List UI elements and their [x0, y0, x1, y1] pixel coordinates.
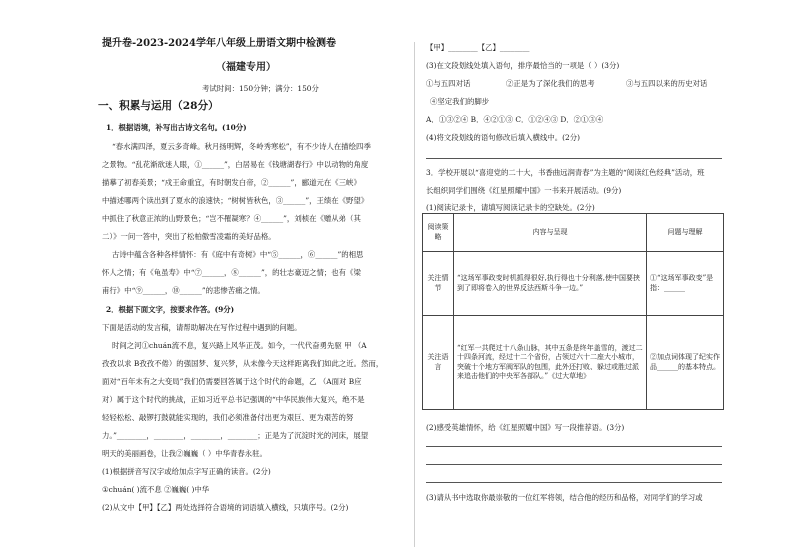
answer-choices[interactable]: A．①③②④ B．④②①③ C．①②④③ D．②①③④	[426, 115, 604, 124]
answer-line[interactable]	[426, 158, 722, 159]
q1-line: 怀人之情；有《龟虽寿》中“⑦______，⑧______”，的壮志豪迈之情；也有《梁	[102, 268, 361, 277]
jia-yi-answer-line[interactable]: 【甲】________【乙】________	[426, 43, 530, 52]
q1-line: 之景物。“乱花渐欲迷人眼，①______”，白居易在《钱塘湖春行》中以动物的角度	[102, 160, 369, 169]
q2-line: 对）属于这个时代的挑战，正如习近平总书记强调的“中华民族伟大复兴，绝不是	[102, 395, 365, 404]
q2-subquestion-3: (3)在文段划线处填入语句，排序最恰当的一项是（ ）(3分)	[426, 61, 620, 70]
answer-line[interactable]	[426, 464, 722, 465]
q1-line: 古诗中蕴含各种各样情怀：有《庭中有奇树》中“⑤______，⑥______”的相思	[112, 250, 364, 259]
exam-info: 考试时间：150分钟；满分：150分	[202, 84, 319, 93]
q2-subquestion-2: (2)从文中【甲】【乙】两处选择符合语境的词语填入横线，只填序号。(2分)	[102, 503, 349, 512]
column-divider	[414, 42, 415, 547]
q1-line: 中描述哪两个读出到了夏水的浪速快；“树树皆秋色，③______”，王绩在《野望》	[102, 196, 369, 205]
table-cell-content: “红军一共爬过十八条山脉，其中五条是终年盖雪的，渡过二十四条河流，经过十二个省份，占领过六十二座大小城市，突破十个地方军阀军队的包围，此外还打败、躲过或胜过派来追击他们的中央军各部队。”《过大草地》	[454, 316, 647, 410]
page-subtitle: （福建专用）	[216, 62, 276, 73]
question-1-heading: 1．根据语境，补写出古诗文名句。(10分)	[106, 123, 247, 132]
answer-line[interactable]	[426, 482, 722, 483]
q2-line: 时间之河①chuán流不息，复兴路上风华正茂。如今，一代代奋勇先驱 甲 （A	[112, 341, 367, 350]
q1-line: “春水满四泽，夏云多奇峰。秋月扬明辉，冬岭秀寒松”，有不少诗人在描绘四季	[112, 142, 371, 151]
page-title: 提升卷-2023-2024学年八年级上册语文期中检测卷	[102, 38, 336, 49]
q3-line: (1)阅读记录卡，请填写阅读记录卡的空缺处。(2分)	[426, 203, 595, 212]
q2-line: 明天的美丽画卷，让我②巍巍（ ）中华青春永驻。	[102, 449, 267, 458]
q3-subquestion-2: (2)感受英雄情怀，给《红星照耀中国》写一段推荐语。(3分)	[426, 423, 625, 432]
q3-line: 3．学校开展以“喜迎党的二十大，书香曲远润青春”为主题的“阅读红色经典”活动，班	[426, 168, 705, 177]
table-header: 内容与呈现	[454, 214, 647, 252]
q3-subquestion-3: (3)请从书中选取你最崇敬的一位红军将领，结合他的经历和品格，对同学们的学习或	[426, 493, 703, 502]
table-cell-question[interactable]: ②加点词体现了纪实作品______的基本特点。	[647, 316, 724, 410]
q2-line: 轻轻松松、敲锣打鼓就能实现的，我们必须准备付出更为艰巨、更为艰苦的努	[102, 413, 354, 422]
question-2-heading: 2．根据下面文字，按要求作答。(9分)	[106, 305, 235, 314]
option-2: ②正是为了深化我们的思考	[506, 79, 595, 88]
q1-line: 甫行》中“⑨______，⑩______”的悲惨苦痛之情。	[102, 286, 265, 295]
table-cell-strategy: 关注语言	[423, 316, 454, 410]
q3-line: 长组织同学们围绕《红星照耀中国》一书来开展活动。(9分)	[426, 186, 622, 195]
option-4: ④坚定我们的脚步	[430, 97, 490, 106]
section-heading: 一、积累与运用（28分）	[98, 100, 219, 112]
option-3: ③与五四以来的历史对话	[626, 79, 708, 88]
q1-line: 中抓住了秋意正浓的山野景色；“岂不罹凝寒？④______”，刘桢在《赠从弟（其	[102, 214, 361, 223]
left-column	[98, 0, 403, 560]
reading-record-card	[422, 213, 724, 410]
table-header: 问题与理解	[647, 214, 724, 252]
q2-line: 力。”________，________，________，________；正是为了沉淀时光的河床，展望	[102, 431, 369, 440]
q2-line: 下面是活动的发言稿，请帮助解决在写作过程中遇到的问题。	[102, 323, 302, 332]
table-cell-content: “这场军事政变时机抓得很好,执行得也十分利落,使中国要挟到了即将卷入的世界反法西斯斗争一边。”	[454, 252, 647, 316]
q1-line: 描摹了初春美景；“戍王命重宜，有时朝发白帝，②______”，郦道元在《三峡》	[102, 178, 361, 187]
q2-line: 面对“百年未有之大变局”我们仍需要回答属于这个时代的命题，乙 （A面对 B应	[102, 377, 362, 386]
table-header: 阅读策略	[423, 214, 454, 252]
q2-pinyin-answers[interactable]: ①chuán( )流不息 ②巍巍( )中华	[102, 485, 210, 494]
answer-line[interactable]	[426, 446, 722, 447]
q2-subquestion-1: (1)根据拼音写汉字或给加点字写正确的读音。(2分)	[102, 467, 271, 476]
table-cell-strategy: 关注情节	[423, 252, 454, 316]
q1-line: 二）》一问一答中，突出了松柏傲雪凌霜的美好品格。	[102, 232, 276, 241]
q2-subquestion-4: (4)将文段划线的语句修改后填入横线中。(2分)	[426, 133, 580, 142]
right-column	[422, 0, 732, 560]
option-1: ①与五四对话	[426, 79, 471, 88]
q2-line: 孜孜以求 B孜孜不倦）的强国梦、复兴梦，从未像今天这样距离我们如此之近。然而，	[102, 359, 384, 368]
table-cell-question[interactable]: ①“这场军事政变”是指：______	[647, 252, 724, 316]
